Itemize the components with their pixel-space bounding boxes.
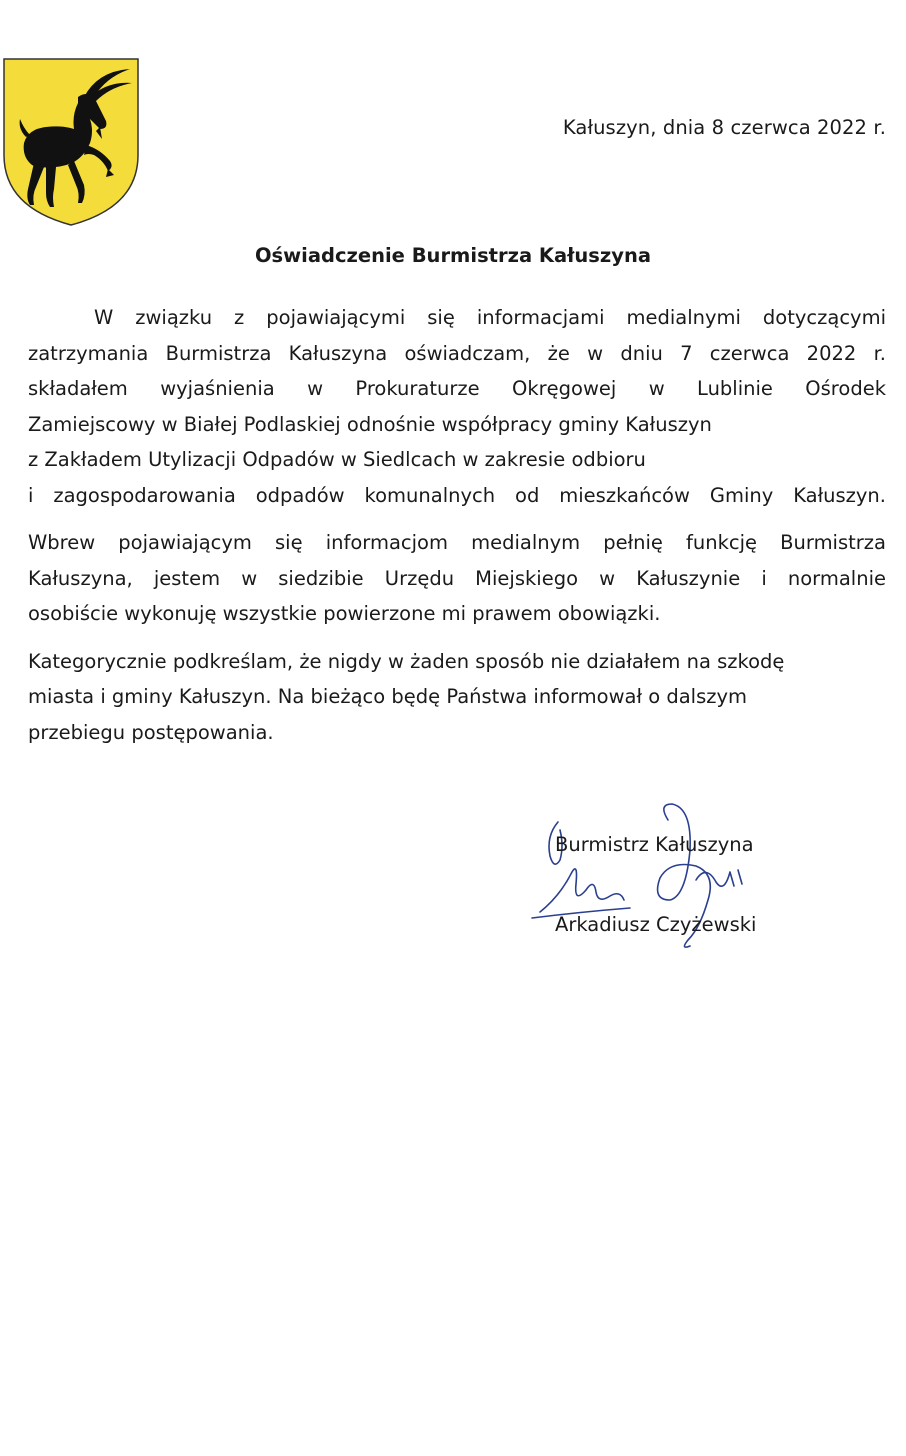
signatory-name: Arkadiusz Czyżewski	[555, 913, 757, 936]
paragraph-line: i zagospodarowania odpadów komunalnych od mieszkańców Gminy Kałuszyn.	[28, 483, 886, 507]
paragraph-1	[28, 300, 886, 513]
paragraph-line: Zamiejscowy w Białej Podlaskiej odnośnie współpracy gminy Kałuszyn	[28, 412, 712, 436]
document-title: Oświadczenie Burmistrza Kałuszyna	[254, 244, 652, 267]
paragraph-line: Kategorycznie podkreślam, że nigdy w żaden sposób nie działałem na szkodę	[28, 649, 785, 673]
paragraph-line: W związku z pojawiającymi się informacjami medialnymi dotyczącymi	[94, 306, 886, 329]
document-date: Kałuszyn, dnia 8 czerwca 2022 r.	[562, 116, 886, 139]
paragraph-3	[28, 644, 886, 751]
paragraph-line: składałem wyjaśnienia w Prokuraturze Okręgowej w Lublinie Ośrodek	[28, 377, 886, 400]
paragraph-2	[28, 525, 886, 632]
paragraph-line: przebiegu postępowania.	[28, 720, 274, 744]
paragraph-line: zatrzymania Burmistrza Kałuszyna oświadczam, że w dniu 7 czerwca 2022 r.	[28, 341, 886, 365]
signatory-position: Burmistrz Kałuszyna	[555, 833, 754, 856]
paragraph-line: z Zakładem Utylizacji Odpadów w Siedlcach w zakresie odbioru	[28, 448, 646, 471]
document-body	[28, 300, 886, 750]
paragraph-line: Kałuszyna, jestem w siedzibie Urzędu Miejskiego w Kałuszynie i normalnie	[28, 566, 886, 590]
paragraph-line: Wbrew pojawiającym się informacjom medialnym pełnię funkcję Burmistrza	[28, 531, 886, 554]
paragraph-line: miasta i gminy Kałuszyn. Na bieżąco będę Państwa informował o dalszym	[28, 685, 748, 708]
signature-block	[555, 830, 756, 940]
paragraph-line: osobiście wykonuję wszystkie powierzone mi prawem obowiązki.	[28, 602, 661, 625]
coat-of-arms-icon	[2, 57, 140, 227]
